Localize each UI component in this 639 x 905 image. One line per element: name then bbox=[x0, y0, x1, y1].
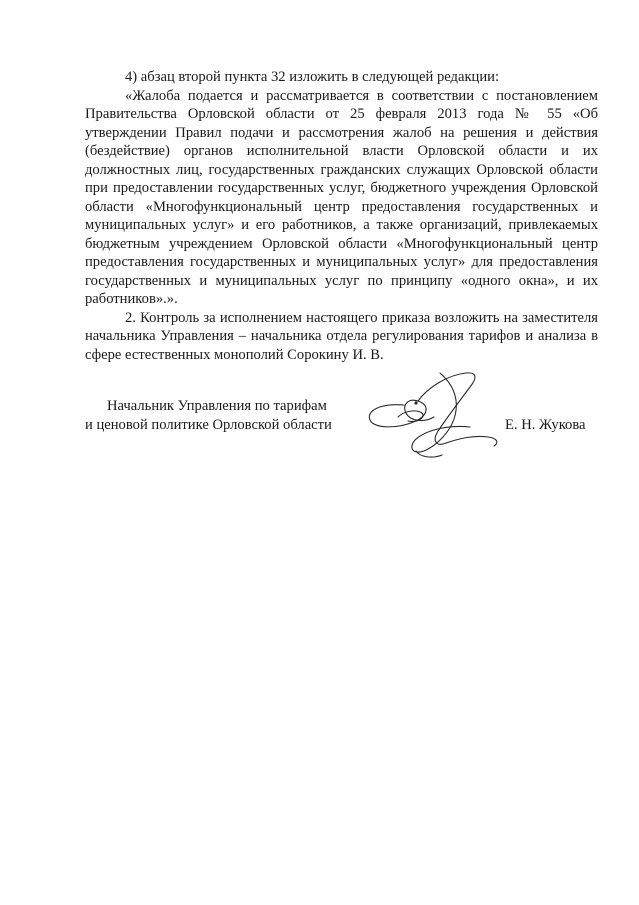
document-body bbox=[85, 68, 598, 364]
paragraph-amendment-item: 4) абзац второй пункта 32 изложить в следующей редакции: bbox=[125, 69, 500, 85]
signer-position-line-2: и ценовой политике Орловской области bbox=[85, 417, 332, 433]
signer-position-line-1: Начальник Управления по тарифам bbox=[107, 398, 327, 414]
handwritten-signature-icon bbox=[358, 367, 508, 462]
signer-name: Е. Н. Жукова bbox=[505, 417, 586, 433]
paragraph-control-clause: 2. Контроль за исполнением настоящего приказа возложить на заместителя начальника Управления – начальника отдела регулирования тарифов и анализа в сфере естественных монополий Сорокину И. В. bbox=[85, 309, 598, 363]
signature-block bbox=[0, 393, 639, 463]
paragraph-amendment-text: «Жалоба подается и рассматривается в соответствии с постановлением Правительства Орловской области от 25 февраля 2013 года № 55 «Об утверждении Правил подачи и рассмотрения жалоб на решения и действия (бездействие) органов исполнительной власти Орловской области и их должностных лиц, государственных гражданских служащих Орловской области при предоставлении государственных услуг, бюджетного учреждения Орловской области «Многофункциональный центр предоставления государственных и муниципальных услуг» и его работников, а также организаций, привлекаемых бюджетным учреждением Орловской области «Многофункциональный центр предоставления государственных и муниципальных услуг» для предоставления государственных и муниципальных услуг по принципу «одного окна», и их работников».». bbox=[85, 87, 598, 307]
signer-position bbox=[85, 397, 385, 435]
